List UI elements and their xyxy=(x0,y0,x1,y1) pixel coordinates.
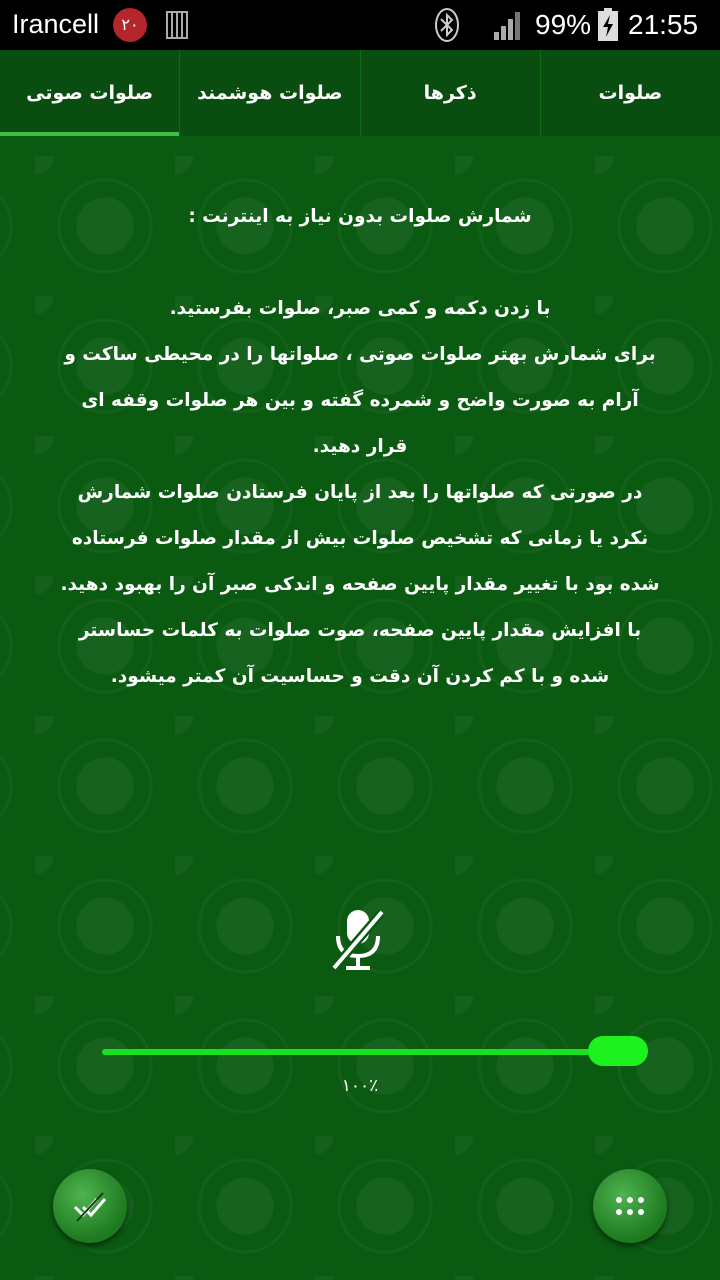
help-line: در صورتی که صلواتها را بعد از پایان فرستادن صلوات شمارش نکرد یا زمانی که تشخیص صلوات بیش از مقدار صلوات فرستاده شده بود با تغییر مقدار پایین صفحه و اندکی صبر آن را بهبود دهید. xyxy=(60,482,660,595)
sms-badge: ۲۰ xyxy=(113,8,147,42)
tab-voice-salavat[interactable] xyxy=(0,50,180,136)
slider-track xyxy=(102,1049,618,1055)
bluetooth-icon xyxy=(435,8,459,42)
sensitivity-value: ۱۰۰٪ xyxy=(341,1076,379,1096)
sim-icon xyxy=(166,10,188,40)
tab-label: صلوات صوتی xyxy=(26,82,154,104)
help-line: برای شمارش بهتر صلوات صوتی ، صلواتها را در محیطی ساکت و آرام به صورت واضح و شمرده گفته و بین هر صلوات وقفه ای قرار دهید. xyxy=(64,344,656,457)
grid-dots-icon xyxy=(593,1169,667,1243)
carrier-name: Irancell xyxy=(12,9,100,39)
tab-bar xyxy=(0,50,720,136)
battery-percent: 99% xyxy=(535,9,592,40)
slider-thumb[interactable] xyxy=(588,1036,648,1066)
sensitivity-slider[interactable] xyxy=(102,1036,648,1066)
help-title: شمارش صلوات بدون نیاز به اینترنت : xyxy=(188,206,532,227)
help-text xyxy=(60,194,660,700)
double-check-icon xyxy=(53,1169,127,1243)
clock: 21:55 xyxy=(628,9,699,40)
menu-fab-button[interactable] xyxy=(593,1169,667,1243)
tab-label: صلوات xyxy=(598,82,663,104)
mic-off-icon[interactable] xyxy=(328,906,388,976)
help-line: با زدن دکمه و کمی صبر، صلوات بفرستید. xyxy=(169,298,551,319)
tab-salavat[interactable] xyxy=(541,50,720,136)
tab-label: ذکرها xyxy=(423,82,477,104)
battery-charging-icon xyxy=(597,8,619,42)
tab-label: صلوات هوشمند xyxy=(197,82,343,104)
tab-zekrs[interactable] xyxy=(361,50,541,136)
content-area xyxy=(0,136,720,1280)
status-bar xyxy=(0,0,720,50)
help-line: با افزایش مقدار پایین صفحه، صوت صلوات به کلمات حساستر شده و با کم کردن آن دقت و حساسیت آن کمتر میشود. xyxy=(78,620,642,687)
confirm-fab-button[interactable] xyxy=(53,1169,127,1243)
tab-smart-salavat[interactable] xyxy=(180,50,360,136)
signal-icon xyxy=(492,10,522,40)
